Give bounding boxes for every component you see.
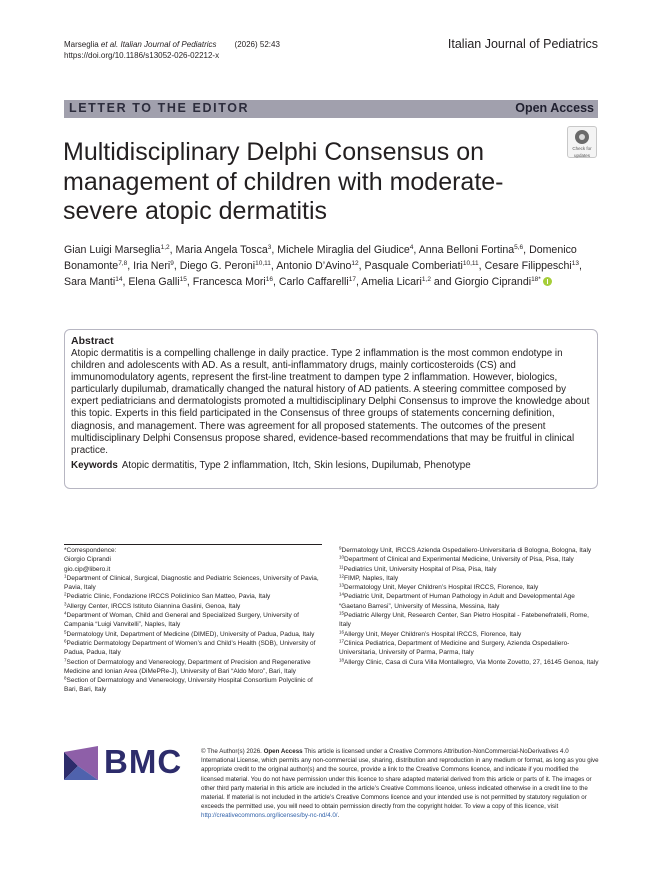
affiliation-text: Allergy Clinic, Casa di Cura Villa Montallegro, Via Monte Zovetto, 27, 16145 Genoa, Italy (344, 658, 599, 666)
citation-journal: Italian Journal of Pediatrics (118, 40, 217, 49)
bmc-logo (64, 743, 186, 780)
bmc-logo-mark-icon (64, 746, 98, 780)
check-for-updates-badge[interactable] (567, 126, 597, 158)
orcid-icon[interactable] (543, 277, 552, 286)
author-affiliation-marker: 9 (170, 260, 174, 267)
license-url-end: . (337, 812, 340, 820)
author-name[interactable]: Michele Miraglia del Giudice (277, 244, 410, 256)
affiliation-number: 12 (339, 573, 345, 579)
affiliation-text: Allergy Unit, Meyer Children’s Hospital IRCCS, Florence, Italy (344, 630, 522, 638)
keywords-text: Atopic dermatitis, Type 2 inflammation, Itch, Skin lesions, Dupilumab, Phenotype (121, 459, 471, 471)
affiliation-text: Department of Clinical, Surgical, Diagnostic and Pediatric Sciences, University of Pavia, Pavia, Italy (64, 574, 319, 592)
author-affiliation-marker: 10,11 (462, 260, 479, 267)
affiliation-number: 5 (64, 629, 67, 635)
affiliation-item (64, 611, 326, 630)
affiliation-item (64, 602, 326, 611)
affiliation-number: 7 (64, 657, 67, 663)
author-affiliation-marker: 14 (115, 276, 123, 283)
affiliation-item (64, 592, 326, 601)
author-separator: , (578, 260, 582, 272)
affiliation-item (339, 555, 601, 564)
author-separator: , (127, 260, 134, 272)
affiliation-number: 6 (64, 638, 67, 644)
citation-authors: Marseglia (64, 40, 99, 49)
author-separator: , (186, 276, 193, 288)
article-type: LETTER TO THE EDITOR (69, 101, 250, 115)
affiliation-item (339, 574, 601, 583)
doi-link[interactable]: https://doi.org/10.1186/s13052-026-02212-x (64, 50, 220, 60)
affiliation-item (64, 630, 326, 639)
correspondence-email[interactable]: gio.cip@libero.it (64, 565, 111, 573)
article-title: Multidisciplinary Delphi Consensus on management of children with moderate-severe atopic dermatitis (63, 138, 504, 225)
abstract-text: Atopic dermatitis is a compelling challenge in daily practice. Type 2 inflammation is the most common endotype in children and adolescents with AD. As a result, anti-inflammatory drugs, mainly corticosteroids (CS) and immunomodulatory agents, represent the first-line treatment to dampen type 2 inflammation. However, biologics, particularly dupilumab, dramatically changed the natural history of AD patients. A steering committee composed by expert pediatricians and dermatologists promoted a multidisciplinary Delphi Consensus to improve the knowledge about this topic. Experts in this field participated in the Consensus of three groups of statements concerning definition, diagnosis, and management. There was agreement for all proposed statements. The outcomes of the present multidisciplinary Delphi Consensus propose shared, evidence-based recommendations that may be fruitful in clinical practice. (71, 348, 590, 456)
affiliation-number: 2 (64, 591, 67, 597)
keywords-label: Keywords (71, 459, 118, 471)
check-updates-icon (575, 130, 589, 144)
author-separator: , (355, 276, 362, 288)
affiliation-number: 14 (339, 591, 345, 597)
running-header-left (64, 40, 280, 61)
affiliation-item (64, 676, 326, 695)
author-affiliation-marker: 16 (265, 276, 273, 283)
author-name[interactable]: Maria Angela Tosca (175, 244, 268, 256)
bmc-logo-text: BMC (104, 743, 183, 780)
author-affiliation-marker: 12 (351, 260, 359, 267)
affiliation-text: Pediatric Clinic, Fondazione IRCCS Policlinico San Matteo, Pavia, Italy (66, 593, 271, 601)
citation-line (64, 40, 280, 51)
license-open-access: Open Access (263, 748, 303, 755)
author-name[interactable]: Cesare Filippeschi (484, 260, 572, 272)
affiliation-item (339, 639, 601, 658)
correspondence-label: *Correspondence: (64, 547, 117, 554)
affiliation-item (339, 611, 601, 630)
affiliation-text: Dermatology Unit, Department of Medicine (DIMED), University of Padua, Padua, Italy (66, 630, 315, 638)
check-updates-line1: Check for (572, 146, 592, 151)
affiliation-text: Pediatrics Unit, University Hospital of Pisa, Pisa, Italy (343, 565, 497, 573)
license-link[interactable]: http://creativecommons.org/licenses/by-nc-nd/4.0/ (201, 812, 338, 820)
affiliation-number: 4 (64, 610, 67, 616)
affiliation-text: Department of Clinical and Experimental Medicine, University of Pisa, Pisa, Italy (344, 556, 574, 564)
author-separator: , (122, 276, 129, 288)
author-name[interactable]: Elena Galli (128, 276, 180, 288)
author-separator: , (173, 260, 180, 272)
affiliations-right (339, 546, 601, 667)
affiliation-item (64, 639, 326, 658)
author-separator: , (478, 260, 485, 272)
keywords-line (71, 460, 591, 472)
footnote-rule (64, 544, 322, 545)
correspondence-name: Giorgio Ciprandi (64, 556, 111, 564)
affiliation-number: 1 (64, 573, 67, 579)
open-access-label: Open Access (515, 101, 594, 115)
affiliation-number: 18 (339, 657, 345, 663)
affiliation-number: 10 (339, 554, 345, 560)
author-affiliation-marker: 13 (571, 260, 579, 267)
author-affiliation-marker: 18* (531, 276, 541, 283)
affiliation-text: Clinica Pediatrica, Department of Medicine and Surgery, Azienda Ospedaliero- Universitaria, University of Parma, Parma, Italy (339, 639, 570, 657)
author-name[interactable]: Diego G. Peroni (179, 260, 256, 272)
author-affiliation-marker: 10,11 (255, 260, 271, 267)
author-name[interactable]: Pasquale Comberiati (364, 260, 463, 272)
affiliation-text: Dermatology Unit, IRCCS Azienda Ospedaliero-Universitaria di Bologna, Bologna, Italy (341, 547, 592, 554)
abstract-box (64, 329, 598, 489)
affiliation-item (339, 630, 601, 639)
affiliation-item (339, 546, 601, 555)
affiliation-item (64, 574, 326, 593)
citation-etal: et al. (98, 40, 119, 49)
author-list (64, 242, 604, 290)
affiliation-number: 8 (64, 675, 67, 681)
author-separator: , (270, 260, 277, 272)
check-updates-line2: updates (573, 153, 590, 158)
affiliation-number: 17 (339, 638, 345, 644)
author-name[interactable]: Gian Luigi Marseglia (64, 244, 161, 256)
affiliation-text: Section of Dermatology and Venereology, Department of Precision and Regenerative Medicine and Ionian Area (DiMePRe-J), University of Bari “Aldo Moro”, Bari, Italy (64, 658, 311, 675)
author-affiliation-marker: 17 (348, 276, 356, 283)
author-name[interactable]: Anna Belloni Fortina (418, 244, 515, 256)
affiliation-item (339, 658, 601, 667)
author-name[interactable]: Giorgio Ciprandi (454, 276, 532, 288)
author-name[interactable]: Iria Neri (133, 260, 171, 272)
affiliation-text: Pediatric Allergy Unit, Research Center, San Pietro Hospital - Fatebenefratelli, Rome, Italy (339, 612, 589, 629)
affiliation-number: 15 (339, 610, 345, 616)
license-statement (201, 747, 599, 821)
affiliation-text: Allergy Center, IRCCS Istituto Giannina Gaslini, Genoa, Italy (66, 602, 241, 610)
affiliation-number: 9 (339, 545, 342, 551)
affiliation-text: Dermatology Unit, Meyer Children’s Hospital IRCCS, Florence, Italy (344, 584, 539, 592)
author-name[interactable]: Domenico Bonamonte (64, 244, 577, 272)
affiliation-list-left (64, 574, 326, 695)
affiliation-text: Pediatric Dermatology Department of Women’s and Child’s Health (SDB), University of Padua, Padua, Italy (64, 639, 316, 657)
author-name[interactable]: Carlo Caffarelli (278, 276, 349, 288)
affiliation-item (339, 565, 601, 574)
affiliation-text: FIMP, Naples, Italy (344, 574, 399, 582)
author-separator: , (523, 244, 530, 256)
author-name[interactable]: Antonio D’Avino (276, 260, 352, 272)
citation-year: (2026) 52:43 (234, 40, 280, 49)
author-affiliation-marker: 4 (409, 244, 414, 251)
author-affiliation-marker: 7,8 (118, 260, 128, 267)
author-separator: , (358, 260, 365, 272)
affiliation-item (64, 658, 326, 677)
affiliation-text: Pediatric Unit, Department of Human Pathology in Adult and Developmental Age “Gaetano Barresi”, University of Messina, Messina, Italy (339, 593, 575, 610)
author-separator: , (271, 244, 278, 256)
journal-name: Italian Journal of Pediatrics (447, 37, 598, 51)
author-separator: , (413, 244, 419, 256)
author-affiliation-marker: 5,6 (514, 244, 524, 251)
license-text: This article is licensed under a Creative Commons Attribution-NonCommercial-NoDerivatives 4.0 International License, which permits any non-commercial use, sharing, distribution and reproduction in any medium or format, as long as you give appropriate credit to the original author(s) and the source, provide a link to the Creative Commons licence, and indicate if you modified the licensed material. You do not have permission under this licence to share adapted material derived from this article or parts of it. The images or other third party material in this article are included in the article’s Creative Commons licence, unless indicated otherwise in a credit line to the material. If material is not included in the article’s Creative Commons licence and your intended use is not permitted by statutory regulation or exceeds the permitted use, you will need to obtain permission directly from the copyright holder. To view a copy of this licence, visit (201, 748, 599, 811)
affiliation-item (339, 592, 601, 611)
affiliation-text: Department of Woman, Child and General and Specialized Surgery, University of Campania “Luigi Vanvitelli”, Naples, Italy (64, 612, 299, 629)
author-affiliation-marker: 3 (267, 244, 272, 251)
affiliation-number: 3 (64, 601, 67, 607)
author-affiliation-marker: 15 (179, 276, 187, 283)
affiliation-number: 11 (339, 564, 344, 570)
author-affiliation-marker: 1,2 (160, 244, 170, 251)
abstract-heading: Abstract (71, 335, 114, 347)
license-copyright: © The Author(s) 2026. (201, 748, 262, 755)
affiliation-text: Section of Dermatology and Venereology, University Hospital Consortium Polyclinic of Bari, Bari, Italy (64, 677, 313, 694)
affiliation-number: 13 (339, 582, 345, 588)
author-name[interactable]: Francesca Mori (192, 276, 266, 288)
author-affiliation-marker: 1,2 (421, 276, 431, 283)
author-separator: , (272, 276, 279, 288)
author-name[interactable]: Sara Manti (64, 276, 116, 288)
affiliation-number: 16 (339, 629, 345, 635)
affiliations-left (64, 546, 326, 695)
author-name[interactable]: Amelia Licari (361, 276, 422, 288)
article-type-bar (64, 100, 598, 118)
affiliation-item (339, 583, 601, 592)
author-separator: , (169, 244, 176, 256)
author-separator: and (430, 276, 455, 288)
